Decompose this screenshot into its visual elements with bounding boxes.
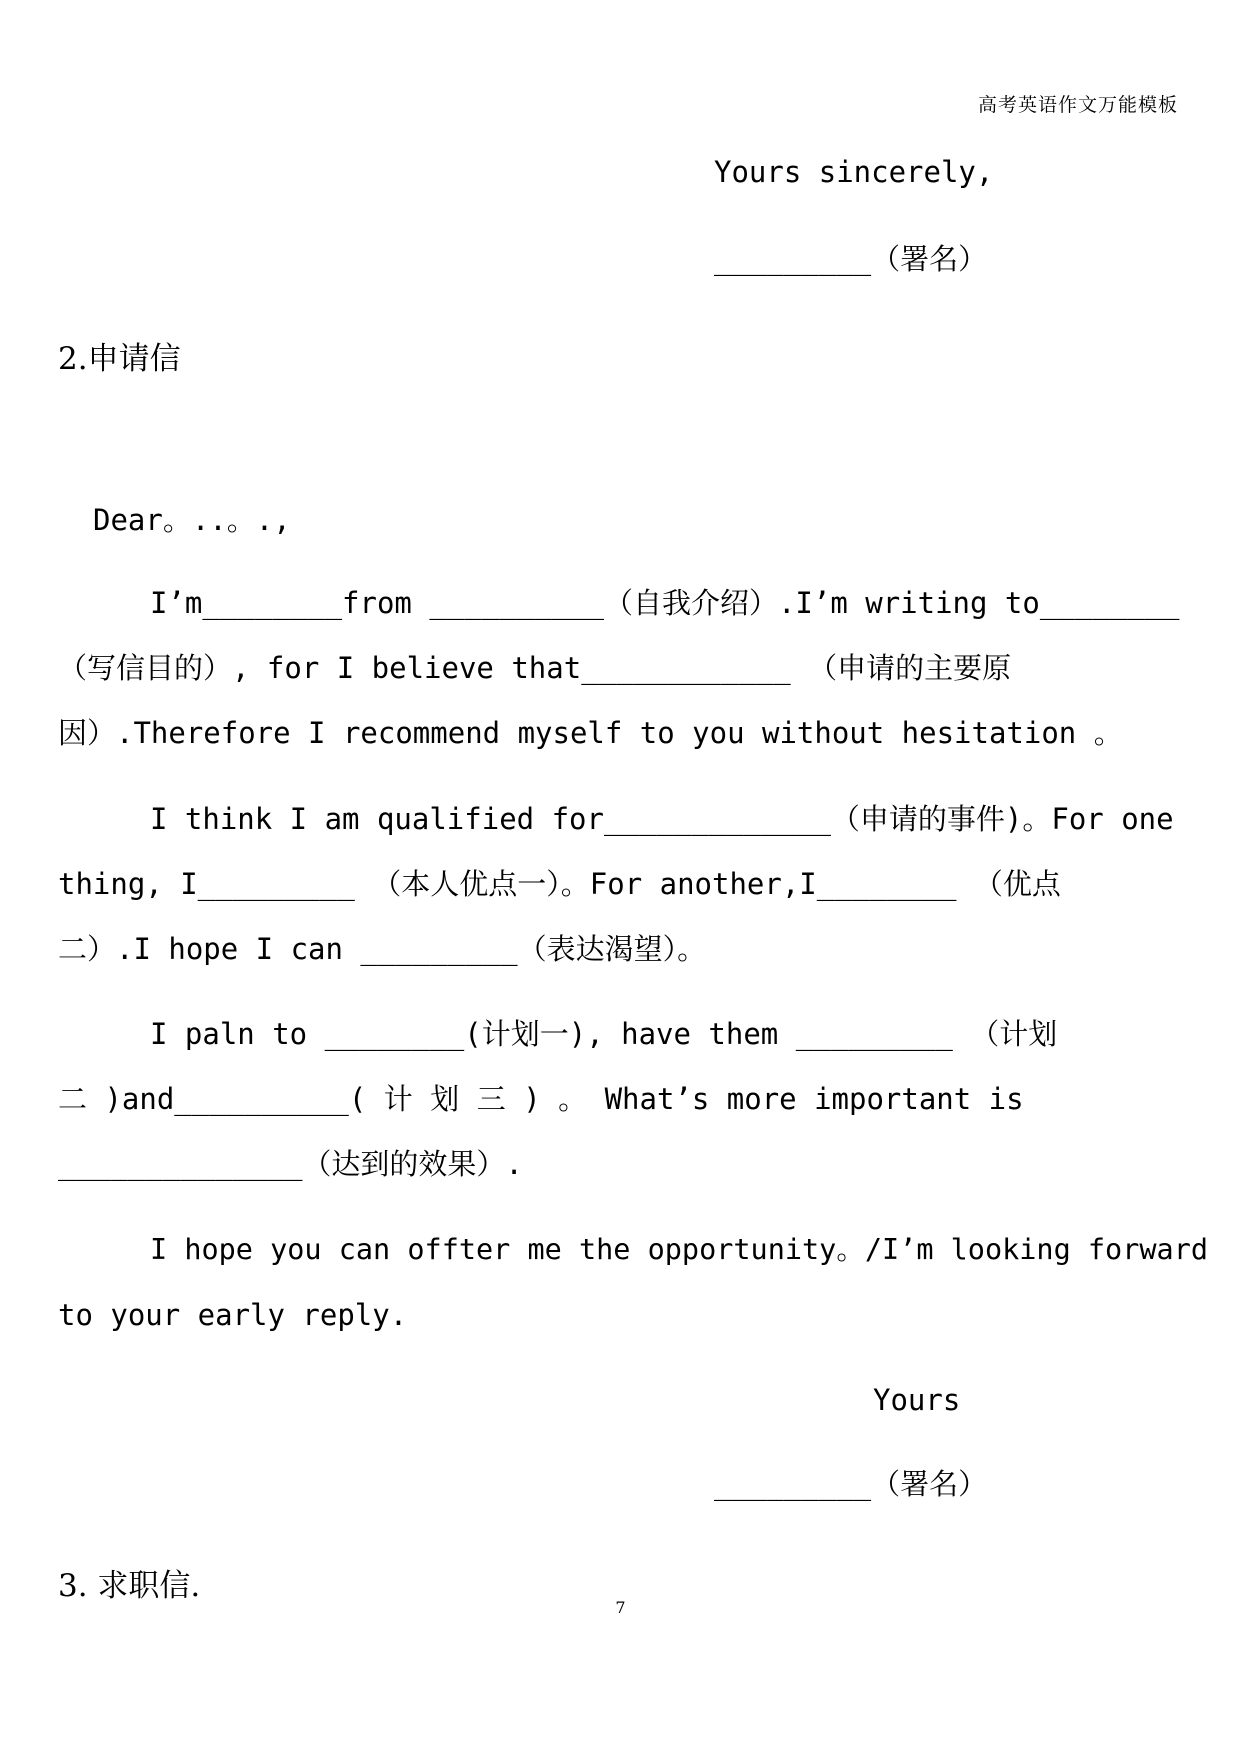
paragraph-line: ______________（达到的效果）.: [58, 1147, 523, 1181]
paragraph-line: I think I am qualified for_____________（申请的事件)。For one: [150, 802, 1174, 836]
complimentary-close: Yours: [873, 1383, 961, 1417]
signature-line: _________（署名）: [714, 1467, 988, 1501]
paragraph-line: to your early reply.: [58, 1298, 408, 1332]
signature-line: _________（署名）: [714, 242, 988, 276]
paragraph-line: I’m________from __________（自我介绍）.I’m writing to________: [150, 586, 1180, 620]
running-header: 高考英语作文万能模板: [977, 94, 1178, 116]
complimentary-close: Yours sincerely,: [714, 155, 994, 189]
paragraph-line: I hope you can offter me the opportunity。/I’m looking forward: [150, 1233, 1209, 1266]
paragraph-line: thing, I_________ （本人优点一）。For another,I________ （优点: [58, 867, 1061, 901]
paragraph-line: 因）.Therefore I recommend myself to you without hesitation 。: [58, 716, 1123, 750]
section-title-application-letter: 2.申请信: [58, 341, 181, 377]
paragraph-line: 二 )and__________( 计 划 三 ) 。 What’s more important is: [58, 1082, 1024, 1116]
paragraph-line: I paln to ________(计划一), have them _________ （计划: [150, 1017, 1058, 1051]
paragraph-line: 二）.I hope I can _________（表达渴望）。: [58, 932, 707, 966]
section-title-job-application-letter: 3. 求职信.: [58, 1568, 201, 1604]
salutation: Dear。..。.,: [93, 503, 291, 537]
page-number: 7: [615, 1598, 626, 1617]
paragraph-line: （写信目的）, for I believe that____________ （申请的主要原: [58, 651, 1012, 685]
